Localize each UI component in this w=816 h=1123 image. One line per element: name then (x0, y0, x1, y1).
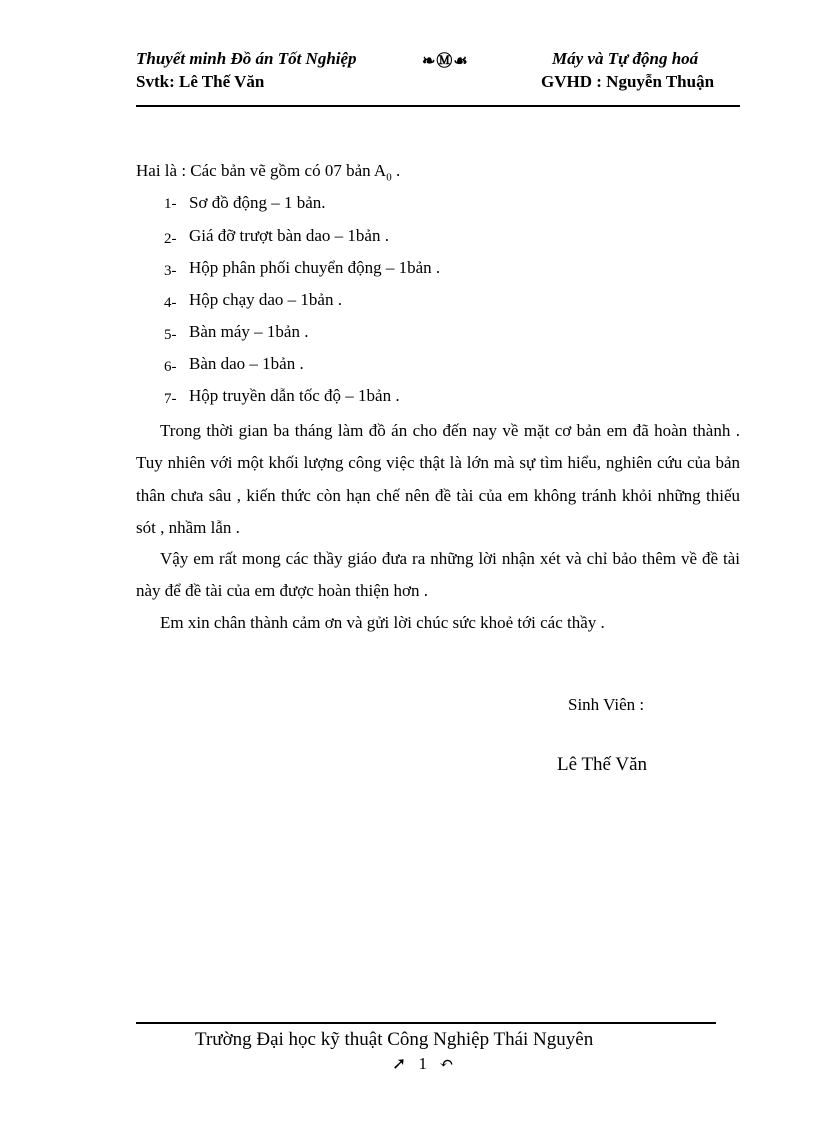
list-item-text: Hộp phân phối chuyển động – 1bản . (189, 258, 441, 277)
intro-end: . (391, 161, 401, 180)
signature-name: Lê Thế Văn (557, 754, 648, 775)
intro-line (136, 161, 400, 183)
prev-arrow-icon: ➚ (392, 1054, 407, 1073)
list-item-number: 1- (164, 196, 177, 212)
list-item-number: 5- (164, 327, 177, 343)
next-arrow-icon: ↶ (439, 1054, 454, 1073)
list-item-text: Giá đỡ trượt bàn dao – 1bản . (189, 226, 389, 245)
list-item-number: 7- (164, 391, 177, 407)
header-ornament-icon: ❧Ⓜ☙ (422, 53, 469, 70)
header-subject: Máy và Tự động hoá (552, 49, 699, 68)
list-item-text: Sơ đồ động – 1 bản. (189, 193, 326, 212)
list-item-number: 4- (164, 295, 177, 311)
paragraph-conclusion: Trong thời gian ba tháng làm đồ án cho đến nay về mặt cơ bản em đã hoàn thành . Tuy nhiên với một khối lượng công việc thật là lớn mà sự tìm hiểu, nghiên cứu của bản thân chưa sâu , kiến thức còn hạn chế nên đề tài của em không tránh khỏi những thiếu sót , nhầm lẫn . (136, 421, 740, 537)
list-item-number: 2- (164, 231, 177, 247)
footer-school: Trường Đại học kỹ thuật Công Nghiệp Thái Nguyên (195, 1029, 594, 1050)
list-item-number: 6- (164, 359, 177, 375)
list-item-number: 3- (164, 263, 177, 279)
intro-subscript: 0 (386, 171, 392, 184)
list-item-text: Hộp chạy dao – 1bản . (189, 290, 342, 309)
signature-label: Sinh Viên : (568, 695, 645, 714)
header-student: Svtk: Lê Thế Văn (136, 72, 265, 91)
list-item-text: Bàn dao – 1bản . (189, 354, 304, 373)
paragraph-request: Vậy em rất mong các thầy giáo đưa ra những lời nhận xét và chỉ bảo thêm về đề tài này để đề tài của em được hoàn thiện hơn . (136, 549, 740, 601)
list-item-text: Bàn máy – 1bản . (189, 322, 309, 341)
header-title: Thuyết minh Đồ án Tốt Nghiệp (136, 49, 357, 68)
footer-pager (392, 1054, 454, 1074)
header-divider (136, 105, 740, 107)
page-number: 1 (418, 1054, 427, 1073)
footer-divider (136, 1022, 716, 1024)
paragraph-thanks: Em xin chân thành cảm ơn và gửi lời chúc sức khoẻ tới các thầy . (160, 613, 605, 632)
list-item-text: Hộp truyền dẫn tốc độ – 1bản . (189, 386, 400, 405)
header-advisor: GVHD : Nguyễn Thuận (541, 72, 715, 91)
intro-text: Hai là : Các bản vẽ gồm có 07 bản A (136, 161, 387, 180)
